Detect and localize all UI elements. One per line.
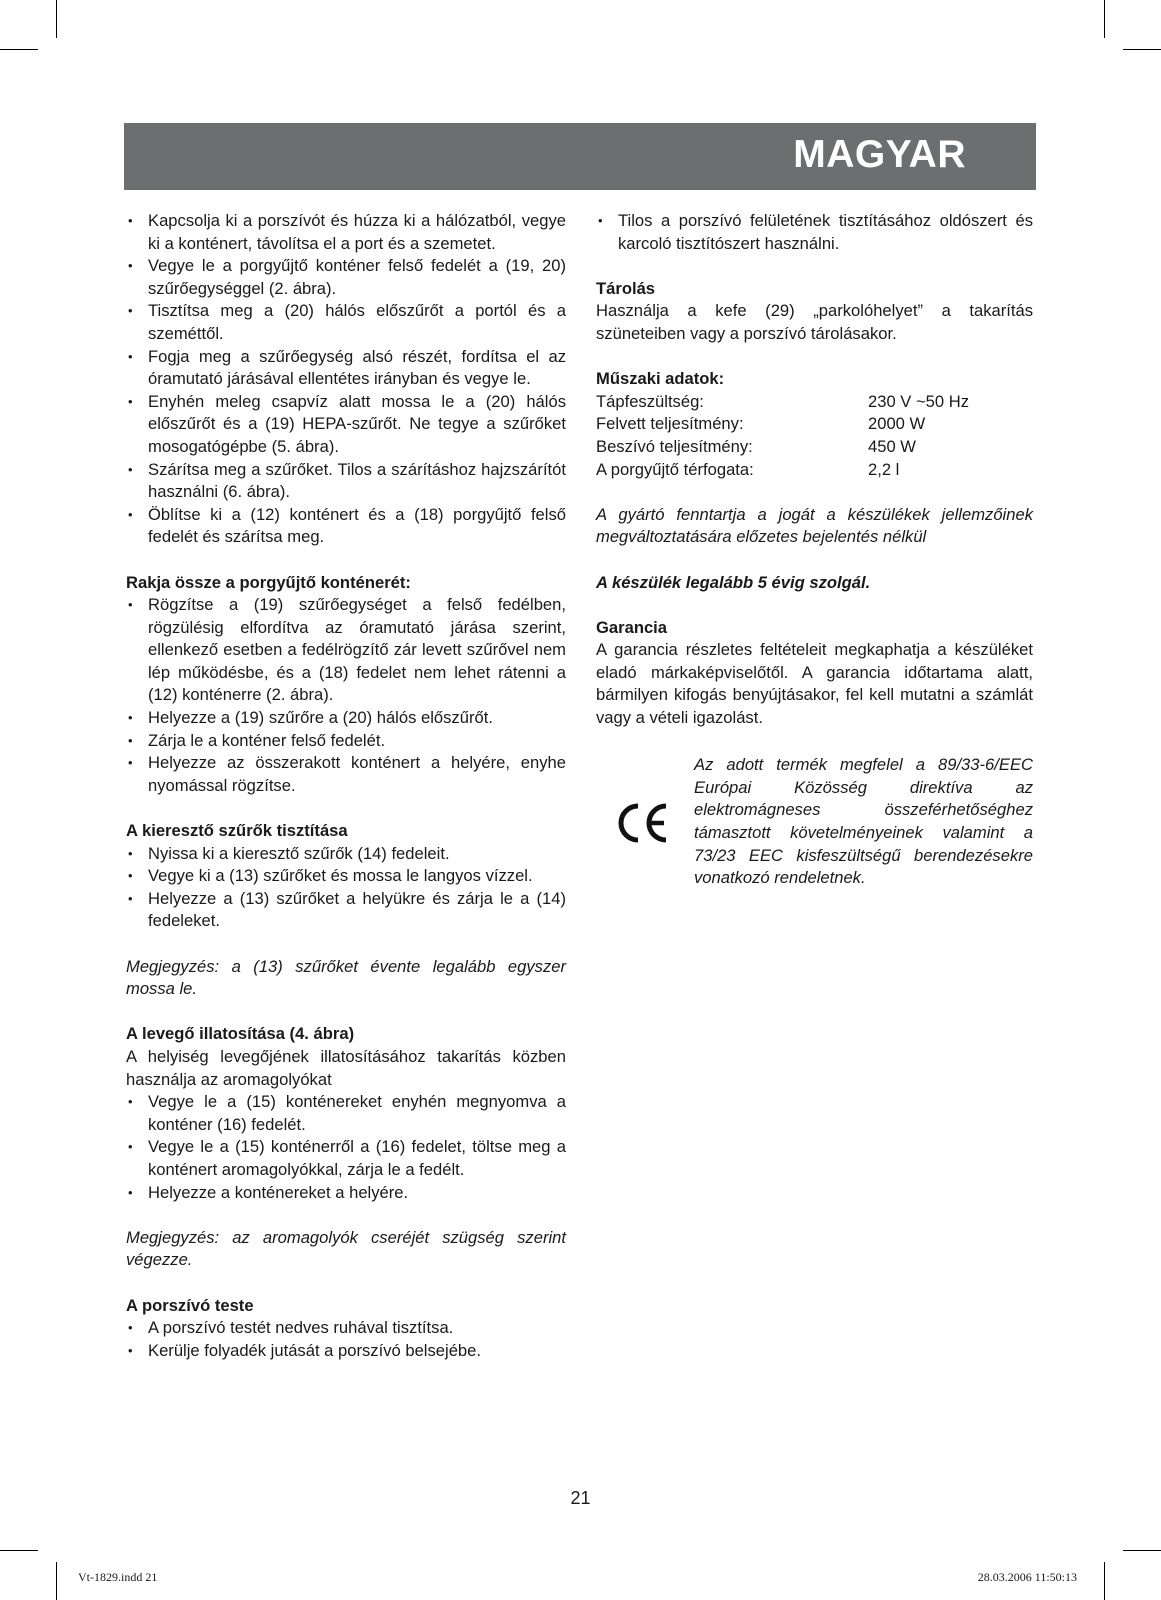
spec-value: 230 V ~50 Hz: [868, 391, 970, 411]
spec-label: Beszívó teljesítmény:: [596, 436, 753, 456]
body-steps-list: [126, 1317, 566, 1362]
spec-label: Tápfeszültség:: [596, 391, 704, 411]
ce-compliance-text: Az adott termék megfelel a 89/33-6/EEC Európai Közösség direktíva az elektromágneses összeférhetőséghez támasztott követelményeinek valamint a 73/23 EEC kisfeszültségű berendezésekre vonatkozó rendeletnek.: [694, 755, 1033, 888]
specs-table: [596, 391, 1033, 481]
crop-mark: [0, 49, 38, 50]
lifetime-statement: A készülék legalább 5 évig szolgál.: [596, 572, 871, 592]
page-number: 21: [570, 1488, 591, 1508]
list-item: • Fogja meg a szűrőegység alsó részét, fordítsa el az óramutató járásával ellentétes irányban és vegye le.: [126, 346, 566, 391]
paragraph: A helyiség levegőjének illatosításához takarítás közben használja az aromagolyókat: [126, 1046, 566, 1089]
section-heading: A levegő illatosítása (4. ábra): [126, 1024, 355, 1044]
list-item: • Vegye le a (15) konténereket enyhén megnyomva a konténer (16) fedelét.: [126, 1091, 566, 1136]
paragraph: Használja a kefe (29) „parkolóhelyet” a takarítás szüneteiben vagy a porszívó tárolásakor.: [596, 301, 1033, 343]
list-item: • Vegye le a (15) konténerről a (16) fedelet, töltse meg a konténert aromagolyókkal, zárja le a fedélt.: [126, 1136, 566, 1181]
list-item: • Tisztítsa meg a (20) hálós előszűrőt a portól és a szeméttől.: [126, 300, 566, 345]
list-item: • A porszívó testét nedves ruhával tisztítsa.: [126, 1317, 566, 1340]
list-item: • Tilos a porszívó felületének tisztításához oldószert és karcoló tisztítószert használni.: [596, 210, 1033, 255]
right-column: [596, 210, 1033, 890]
page-title: MAGYAR: [793, 133, 966, 176]
crop-mark: [1123, 1550, 1161, 1551]
section-heading: A kieresztő szűrők tisztítása: [126, 821, 348, 841]
footer-file: Vt-1829.indd 21: [78, 1570, 158, 1584]
list-item: • Helyezze a (19) szűrőre a (20) hálós előszűrőt.: [126, 707, 566, 730]
section-heading: A porszívó teste: [126, 1295, 254, 1315]
list-item: • Enyhén meleg csapvíz alatt mossa le a (20) hálós előszűrőt és a (19) HEPA-szűrőt. Ne tegye a szűrőket mosogatógépbe (5. ábra).: [126, 391, 566, 459]
crop-mark: [1104, 0, 1105, 38]
exhaust-steps-list: [126, 843, 566, 933]
header-band: [124, 123, 1036, 190]
table-row: [596, 391, 1033, 414]
footer-datetime: 28.03.2006 11:50:13: [977, 1570, 1077, 1584]
list-item: • Helyezze a (13) szűrőket a helyükre és zárja le a (14) fedeleket.: [126, 888, 566, 933]
spec-value: 2,2 l: [868, 459, 900, 479]
list-item: • Kapcsolja ki a porszívót és húzza ki a hálózatból, vegye ki a konténert, távolítsa el a port és a szemetet.: [126, 210, 566, 255]
list-item: • Öblítse ki a (12) konténert és a (18) porgyűjtő felső fedelét és szárítsa meg.: [126, 504, 566, 549]
section-heading: Garancia: [596, 617, 668, 637]
note: Megjegyzés: a (13) szűrőket évente legalább egyszer mossa le.: [126, 956, 566, 999]
list-item: • Nyissa ki a kieresztő szűrők (14) fedeleit.: [126, 843, 566, 866]
ce-mark-icon: [614, 800, 670, 846]
section-heading: Műszaki adatok:: [596, 369, 725, 389]
list-item: • Helyezze az összerakott konténert a helyére, enyhe nyomással rögzítse.: [126, 752, 566, 797]
section-heading: Rakja össze a porgyűjtő konténerét:: [126, 572, 411, 592]
list-item: • Rögzítse a (19) szűrőegységet a felső fedélben, rögzülésig elfordítva az óramutató járása szerint, ellenkező esetben a fedélrögzítő zár levett szűrővel nem lép működésbe, és a (18) fedelet nem lehet rátenni a (12) konténerre (2. ábra).: [126, 594, 566, 707]
aroma-steps-list: [126, 1091, 566, 1204]
crop-mark: [56, 0, 57, 38]
spec-value: 2000 W: [868, 414, 926, 434]
spec-label: A porgyűjtő térfogata:: [596, 459, 754, 479]
table-row: [596, 459, 1033, 482]
note: Megjegyzés: az aromagolyók cseréjét szügség szerint végezze.: [126, 1227, 566, 1270]
left-column: [126, 210, 566, 1362]
spec-label: Felvett teljesítmény:: [596, 414, 744, 434]
ce-compliance-block: [596, 754, 1033, 890]
crop-mark: [0, 1550, 38, 1551]
crop-mark: [56, 1562, 57, 1600]
paragraph: A garancia részletes feltételeit megkaphatja a készüléket eladó márkaképviselőtől. A garancia időtartama alatt, bármilyen kifogás benyújtásakor, fel kell mutatni a számlát vagy a vételi igazolást.: [596, 640, 1033, 728]
spec-value: 450 W: [868, 436, 916, 456]
table-row: [596, 436, 1033, 459]
list-item: • Zárja le a konténer felső fedelét.: [126, 730, 566, 753]
list-item: • Vegye ki a (13) szűrőket és mossa le langyos vízzel.: [126, 865, 566, 888]
disclaimer: A gyártó fenntartja a jogát a készülékek jellemzőinek megváltoztatására előzetes bejelentés nélkül: [596, 504, 1033, 547]
cleaning-steps-list: [126, 210, 566, 549]
crop-mark: [1123, 49, 1161, 50]
list-item: • Vegye le a porgyűjtő konténer felső fedelét a (19, 20) szűrőegységgel (2. ábra).: [126, 255, 566, 300]
cleaning-warning-list: [596, 210, 1033, 255]
crop-mark: [1104, 1562, 1105, 1600]
assemble-steps-list: [126, 594, 566, 797]
list-item: • Kerülje folyadék jutását a porszívó belsejébe.: [126, 1340, 566, 1363]
list-item: • Szárítsa meg a szűrőket. Tilos a szárításhoz hajzszárítót használni (6. ábra).: [126, 459, 566, 504]
list-item: • Helyezze a konténereket a helyére.: [126, 1182, 566, 1205]
table-row: [596, 413, 1033, 436]
section-heading: Tárolás: [596, 278, 656, 298]
